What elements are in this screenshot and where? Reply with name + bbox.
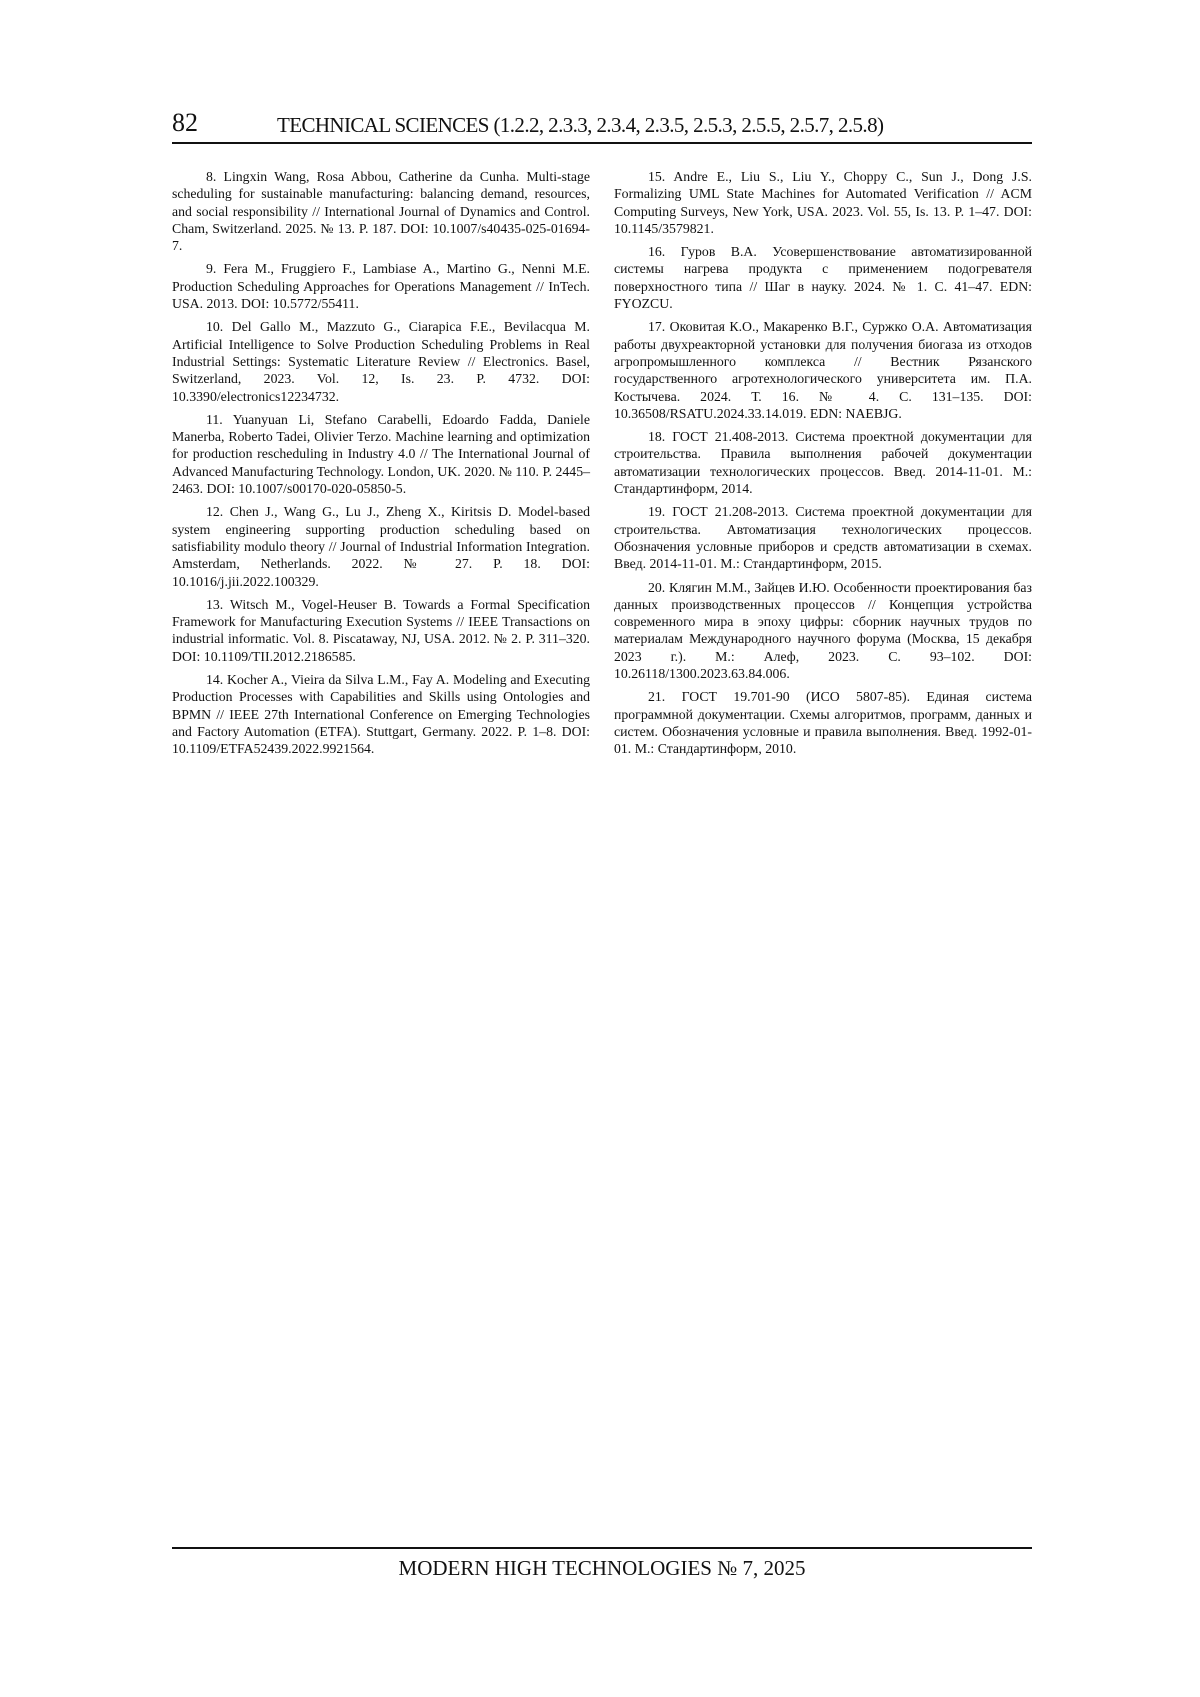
reference-item: 8. Lingxin Wang, Rosa Abbou, Catherine da Cunha. Multi-stage scheduling for sustainable manufacturing: balancing demand, resources, and social responsibility // International Journal of Dynamics and Control. Cham, Switzerland. 2025. № 13. P. 187. DOI: 10.1007/s40435-025-01694-7. (172, 169, 590, 254)
reference-item: 14. Kocher A., Vieira da Silva L.M., Fay A. Modeling and Executing Production Processes with Capabilities and Skills using Ontologies and BPMN // IEEE 27th International Conference on Emerging Technologies and Factory Automation (ETFA). Stuttgart, Germany. 2022. P. 1–8. DOI: 10.1109/ETFA52439.2022.9921564. (172, 672, 590, 757)
reference-item: 19. ГОСТ 21.208-2013. Система проектной документации для строительства. Автоматизация технологических процессов. Обозначения условные приборов и средств автоматизации в схемах. Введ. 2014-11-01. М.: Стандартинформ, 2015. (614, 504, 1032, 572)
page-footer: MODERN HIGH TECHNOLOGIES № 7, 2025 (398, 1556, 806, 1580)
footer-rule (172, 1547, 1032, 1549)
reference-item: 12. Chen J., Wang G., Lu J., Zheng X., Kiritsis D. Model-based system engineering supporting production scheduling based on satisfiability modulo theory // Journal of Industrial Information Integration. Amsterdam, Netherlands. 2022. № 27. P. 18. DOI: 10.1016/j.jii.2022.100329. (172, 504, 590, 589)
reference-item: 21. ГОСТ 19.701-90 (ИСО 5807-85). Единая система программной документации. Схемы алгоритмов, программ, данных и систем. Обозначения условные и правила выполнения. Введ. 1992-01-01. М.: Стандартинформ, 2010. (614, 689, 1032, 757)
page-header (172, 104, 1032, 144)
running-title: TECHNICAL SCIENCES (1.2.2, 2.3.3, 2.3.4, 2.3.5, 2.5.3, 2.5.5, 2.5.7, 2.5.8) (277, 113, 884, 137)
reference-item: 10. Del Gallo M., Mazzuto G., Ciarapica F.E., Bevilacqua M. Artificial Intelligence to Solve Production Scheduling Problems in Real Industrial Settings: Systematic Literature Review // Electronics. Basel, Switzerland, 2023. Vol. 12, Is. 23. P. 4732. DOI: 10.3390/electronics12234732. (172, 319, 590, 404)
reference-item: 11. Yuanyuan Li, Stefano Carabelli, Edoardo Fadda, Daniele Manerba, Roberto Tadei, Olivier Terzo. Machine learning and optimization for production rescheduling in Industry 4.0 // The International Journal of Advanced Manufacturing Technology. London, UK. 2020. № 110. P. 2445–2463. DOI: 10.1007/s00170-020-05850-5. (172, 411, 590, 497)
reference-item: 18. ГОСТ 21.408-2013. Система проектной документации для строительства. Правила выполнения рабочей документации автоматизации технологических процессов. Введ. 2014-11-01. М.: Стандартинформ, 2014. (614, 429, 1032, 497)
references-column-left (172, 168, 590, 764)
reference-item: 15. Andre E., Liu S., Liu Y., Choppy C., Sun J., Dong J.S. Formalizing UML State Machines for Automated Verification // ACM Computing Surveys, New York, USA. 2023. Vol. 55, Is. 13. P. 1–47. DOI: 10.1145/3579821. (614, 169, 1032, 236)
reference-item: 17. Оковитая К.О., Макаренко В.Г., Суржко О.А. Автоматизация работы двухреакторной установки для получения биогаза из отходов агропромышленного комплекса // Вестник Рязанского государственного агротехнологического университета им. П.А. Костычева. 2024. Т. 16. № 4. С. 131–135. DOI: 10.36508/RSATU.2024.33.14.019. EDN: NAEBJG. (614, 319, 1032, 421)
page-number: 82 (172, 108, 198, 137)
reference-item: 13. Witsch M., Vogel-Heuser B. Towards a Formal Specification Framework for Manufacturing Execution Systems // IEEE Transactions on industrial informatic. Vol. 8. Piscataway, NJ, USA. 2012. № 2. P. 311–320. DOI: 10.1109/TII.2012.2186585. (172, 596, 590, 664)
references-column-right (614, 168, 1032, 764)
reference-item: 16. Гуров В.А. Усовершенствование автоматизированной системы нагрева продукта с применением подогревателя поверхностного типа // Шаг в науку. 2024. № 1. С. 41–47. EDN: FYOZCU. (614, 244, 1032, 312)
reference-item: 20. Клягин М.М., Зайцев И.Ю. Особенности проектирования баз данных производственных процессов // Концепция устройства современного мира в эпоху цифры: сборник научных трудов по материалам Международного научного форума (Москва, 15 декабря 2023 г.). М.: Алеф, 2023. С. 93–102. DOI: 10.26118/1300.2023.63.84.006. (614, 579, 1032, 682)
reference-item: 9. Fera M., Fruggiero F., Lambiase A., Martino G., Nenni M.E. Production Scheduling Approaches for Operations Management // InTech. USA. 2013. DOI: 10.5772/55411. (172, 261, 590, 312)
